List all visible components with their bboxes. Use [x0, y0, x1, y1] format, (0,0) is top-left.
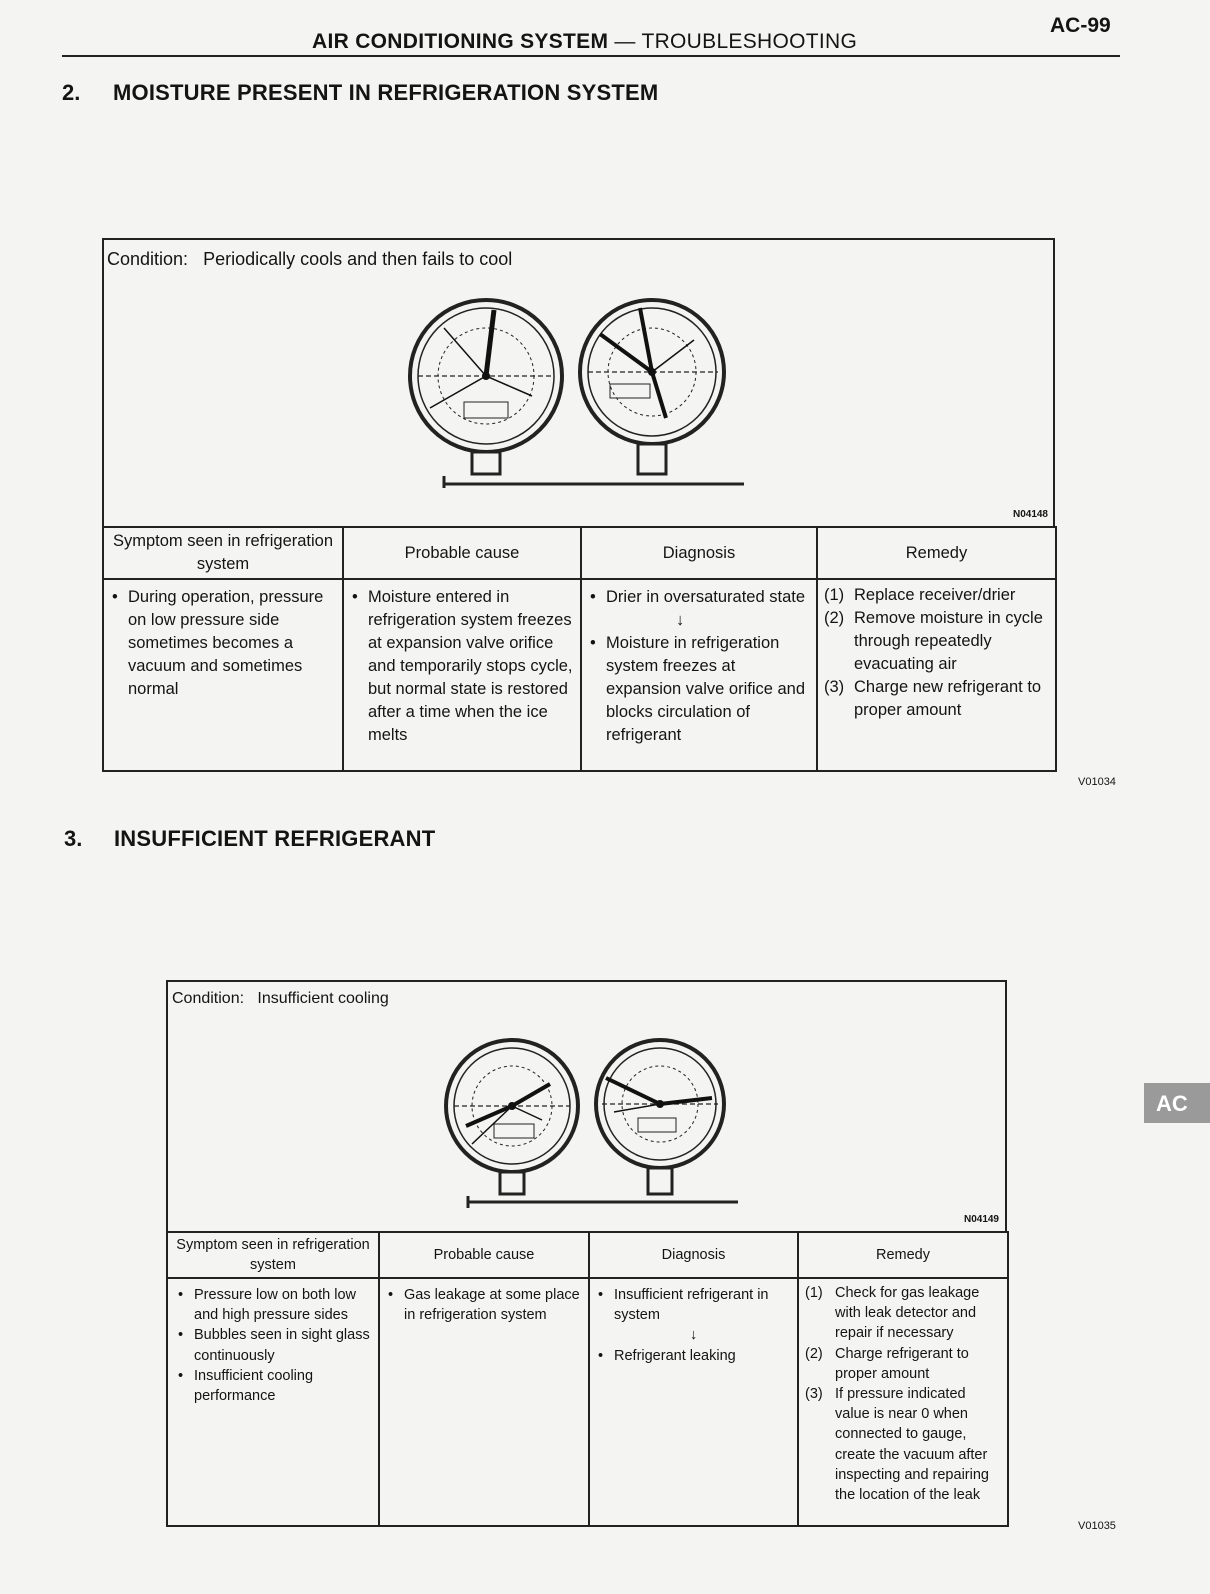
section-2-diagnosis-item: • Drier in oversaturated state — [586, 586, 812, 609]
section-2-number: 2. — [62, 80, 81, 105]
section-2-remedy-item — [820, 607, 1051, 676]
section-3-condition-text: Insufficient cooling — [257, 990, 389, 1007]
section-2-symptom-cell — [103, 579, 343, 771]
header-title-main: AIR CONDITIONING SYSTEM — [312, 30, 609, 53]
down-arrow-icon: ↓ — [676, 611, 685, 629]
manifold-gauge-set-icon — [404, 288, 764, 488]
section-3-remedy-cell — [798, 1278, 1008, 1526]
section-3-remedy-text: Charge refrigerant to proper amount — [835, 1345, 969, 1382]
section-2-figure-code: N04148 — [1012, 509, 1048, 520]
ac-section-tab: AC — [1144, 1083, 1210, 1123]
section-3-remedy-item — [801, 1344, 1003, 1384]
section-2-symptom-item: • During operation, pressure on low pressure side sometimes becomes a vacuum and sometimes normal — [108, 586, 332, 701]
section-3-header-symptom: Symptom seen in refrigeration system — [167, 1232, 379, 1278]
section-2-header-cause: Probable cause — [343, 527, 581, 579]
section-3-header-row — [167, 1232, 1008, 1278]
section-2-header-diagnosis: Diagnosis — [581, 527, 817, 579]
section-3-symptom-item: • Insufficient cooling performance — [174, 1366, 370, 1406]
section-2-remedy-text: Replace receiver/drier — [854, 586, 1016, 604]
section-3-symptom-cell — [167, 1278, 379, 1526]
section-2-table — [102, 526, 1057, 772]
section-3-header-cause: Probable cause — [379, 1232, 589, 1278]
header-title-sub: TROUBLESHOOTING — [641, 30, 858, 53]
section-3-symptom-item: • Pressure low on both low and high pressure sides — [174, 1285, 370, 1325]
section-2-header-symptom: Symptom seen in refrigeration system — [103, 527, 343, 579]
section-2-cause-item: • Moisture entered in refrigeration system freezes at expansion valve orifice and temporarily stops cycle, but normal state is restored after a time when the ice melts — [348, 586, 576, 747]
section-3-header-remedy: Remedy — [798, 1232, 1008, 1278]
section-3-body-row — [167, 1278, 1008, 1526]
section-2-header-remedy: Remedy — [817, 527, 1056, 579]
section-2-condition — [104, 240, 512, 270]
section-3-symptom-item: • Bubbles seen in sight glass continuously — [174, 1325, 370, 1365]
section-3-remedy-item — [801, 1283, 1003, 1344]
section-2-title: MOISTURE PRESENT IN REFRIGERATION SYSTEM — [113, 80, 659, 105]
down-arrow-icon: ↓ — [690, 1327, 698, 1344]
section-3-condition-label: Condition: — [172, 990, 245, 1007]
header-rule — [62, 55, 1120, 57]
section-3-condition — [168, 982, 389, 1008]
section-2-remedy-item — [820, 676, 1051, 722]
section-2-body-row — [103, 579, 1056, 771]
section-3-cause-cell — [379, 1278, 589, 1526]
section-2-diagnosis-item: • Moisture in refrigeration system freezes at expansion valve orifice and blocks circulation of refrigerant — [586, 632, 812, 747]
high-pressure-gauge-icon — [580, 300, 724, 444]
high-pressure-gauge-icon — [596, 1040, 724, 1168]
section-2-remedy-item — [820, 584, 1051, 607]
section-2-condition-text: Periodically cools and then fails to cool — [203, 249, 513, 269]
section-2-remedy-cell — [817, 579, 1056, 771]
header-title — [312, 30, 857, 54]
section-2-remedy-number: (3) — [824, 678, 845, 696]
section-3-cause-item: • Gas leakage at some place in refrigeration system — [384, 1285, 584, 1325]
section-2-header-row — [103, 527, 1056, 579]
section-2-figure — [102, 238, 1055, 528]
section-3-number: 3. — [64, 826, 83, 851]
section-2-cause-cell — [343, 579, 581, 771]
section-3-table-code: V01035 — [1078, 1520, 1116, 1532]
section-3-figure — [166, 980, 1007, 1233]
section-2-remedy-number: (1) — [824, 586, 845, 604]
section-2-condition-label: Condition: — [107, 249, 189, 269]
section-3-diagnosis-item: • Insufficient refrigerant in system — [594, 1285, 793, 1325]
section-3-remedy-number: (3) — [805, 1386, 823, 1403]
section-2-remedy-number: (2) — [824, 609, 845, 627]
page-number: AC-99 — [1050, 14, 1111, 37]
section-3-remedy-number: (1) — [805, 1285, 823, 1301]
section-2-table-code: V01034 — [1078, 776, 1116, 788]
low-pressure-gauge-icon — [446, 1040, 578, 1172]
section-3-diagnosis-cell — [589, 1278, 798, 1526]
section-3-remedy-text: If pressure indicated value is near 0 when connected to gauge, create the vacuum after inspecting and repairing the location of the leak — [835, 1386, 989, 1504]
header-title-dash: — — [608, 30, 642, 53]
low-pressure-gauge-icon — [410, 300, 562, 452]
section-3-diagnosis-item: • Refrigerant leaking — [594, 1346, 793, 1366]
manifold-gauge-set-icon — [438, 1028, 758, 1208]
section-3-remedy-text: Check for gas leakage with leak detector and repair if necessary — [835, 1285, 980, 1342]
section-3-remedy-number: (2) — [805, 1345, 823, 1362]
section-2-diagnosis-cell — [581, 579, 817, 771]
section-3-remedy-item — [801, 1384, 1003, 1505]
section-3-table — [166, 1231, 1009, 1527]
section-3-header-diagnosis: Diagnosis — [589, 1232, 798, 1278]
section-3-title: INSUFFICIENT REFRIGERANT — [114, 826, 436, 851]
section-2-remedy-text: Charge new refrigerant to proper amount — [854, 678, 1042, 719]
section-2-remedy-text: Remove moisture in cycle through repeatedly evacuating air — [854, 609, 1043, 673]
section-3-figure-code: N04149 — [963, 1214, 999, 1225]
